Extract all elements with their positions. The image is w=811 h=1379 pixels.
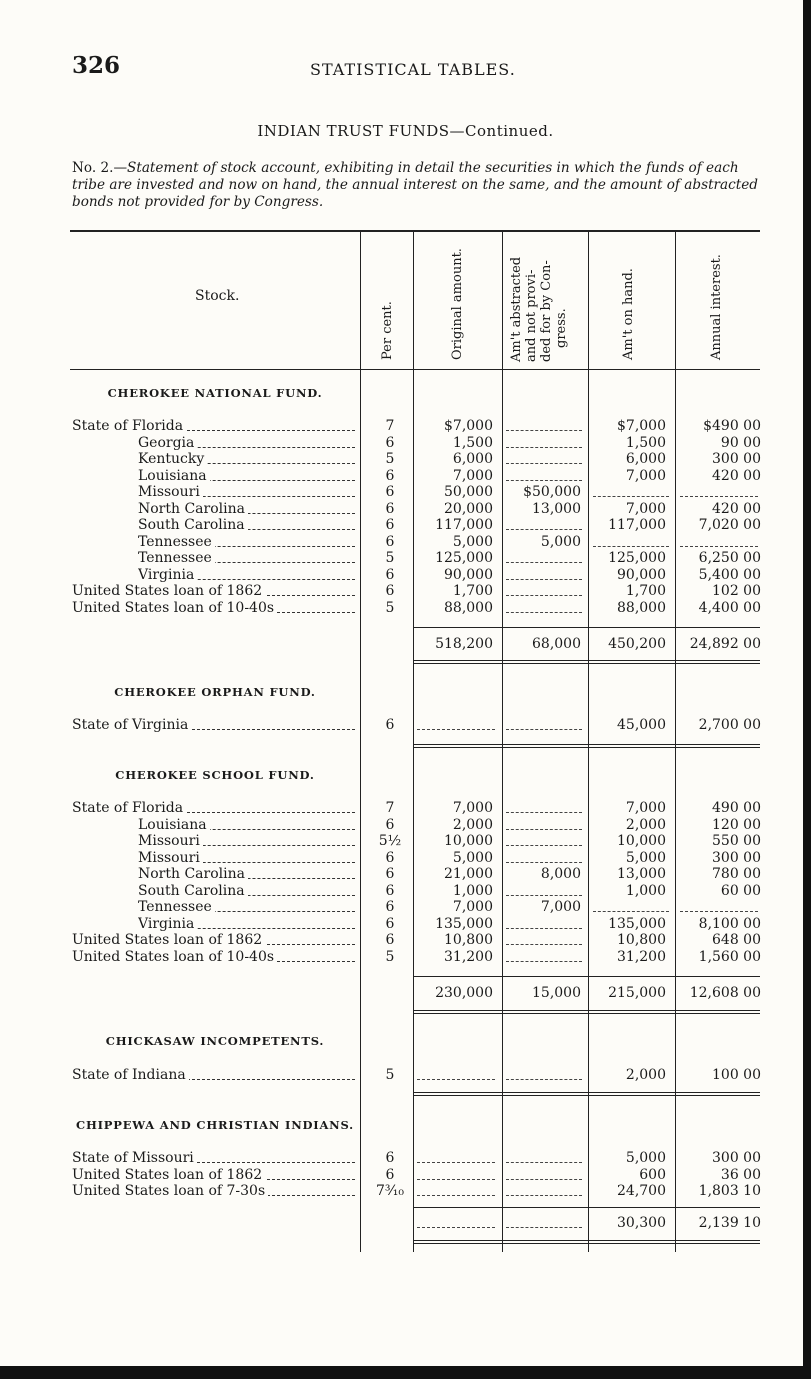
row-original: 135,000 [435,915,493,932]
row-percent: 6 [385,1166,395,1183]
row-percent: 6 [385,717,395,733]
row-percent: 5 [385,451,395,467]
row-stock-name: Louisiana [138,468,210,484]
total-rule [413,976,760,977]
empty-cell-dash [417,1195,495,1196]
caption-number: No. 2.— [72,160,128,176]
row-on-hand: 125,000 [608,550,666,566]
row-stock-name: United States loan of 1862 [72,583,265,599]
row-on-hand: 1,700 [625,583,666,599]
row-original: 21,000 [444,866,493,882]
col-header-on-hand: Am't on hand. [621,268,636,360]
row-stock-name: South Carolina [138,517,248,533]
row-stock-name: Tennessee [138,899,215,915]
col-header-abstracted-2: and not provi- [524,269,539,362]
section-title: CHEROKEE SCHOOL FUND. [115,768,315,782]
row-interest: 420 00 [712,467,761,484]
row-original: 117,000 [435,517,493,533]
total-abstracted: 15,000 [532,985,581,1001]
empty-cell-dash [680,911,758,912]
section-title: CHEROKEE NATIONAL FUND. [107,386,323,400]
row-on-hand: 5,000 [625,849,666,866]
table-row [0,850,811,866]
empty-cell-dash [506,1079,582,1080]
table-row [0,817,811,833]
row-original: 10,000 [444,833,493,849]
row-interest: 550 00 [712,833,761,849]
row-on-hand: 1,500 [625,434,666,451]
row-stock-name: Missouri [138,833,203,849]
row-on-hand: 24,700 [617,1183,666,1199]
row-percent: 6 [385,882,395,899]
row-interest: 1,560 00 [698,948,761,965]
row-percent: 5 [385,550,395,566]
table-row [0,451,811,467]
total-rule [413,1243,760,1244]
empty-cell-dash [680,496,758,497]
total-on-hand: 450,200 [608,636,666,652]
row-stock-name: South Carolina [138,883,248,899]
row-on-hand: 6,000 [625,451,666,467]
empty-cell-dash [506,729,582,730]
row-stock-name: State of Florida [72,418,186,434]
col-header-percent: Per cent. [380,301,395,360]
table-row [0,534,811,550]
empty-cell-dash [506,961,582,962]
empty-cell-dash [506,812,582,813]
row-percent: 6 [385,816,395,833]
total-rule [413,660,760,661]
page-bottom-edge [0,1366,811,1379]
row-original: 90,000 [444,566,493,583]
empty-cell-dash [506,480,582,481]
section-title: CHEROKEE ORPHAN FUND. [114,685,316,699]
row-stock-name: North Carolina [138,501,248,517]
row-interest: 120 00 [712,816,761,833]
empty-cell-dash [417,1079,495,1080]
row-original: 50,000 [444,484,493,500]
table-row [0,468,811,484]
row-interest: 6,250 00 [698,550,761,566]
empty-cell-dash [506,1162,582,1163]
table-row [0,866,811,882]
row-stock-name: United States loan of 10-40s [72,949,277,965]
row-stock-name: Missouri [138,850,203,866]
empty-cell-dash [506,1179,582,1180]
row-on-hand: 45,000 [617,717,666,733]
row-percent: 6 [385,484,395,500]
table-row [0,932,811,948]
row-percent: 7 [385,800,395,816]
empty-cell-dash [593,911,669,912]
row-original: $7,000 [444,418,493,434]
row-stock-name: Georgia [138,435,197,451]
table-row [0,1167,811,1183]
row-on-hand: 7,000 [625,467,666,484]
row-percent: 5 [385,1067,395,1083]
row-stock-name: Tennessee [138,534,215,550]
row-on-hand: 135,000 [608,915,666,932]
table-row [0,899,811,915]
row-abstracted: 13,000 [532,500,581,517]
header-bottom-rule [70,369,760,370]
total-original: 518,200 [435,636,493,652]
row-interest: 36 00 [720,1166,761,1183]
row-original: 1,000 [452,882,493,899]
col-header-interest: Annual interest. [709,254,724,360]
row-on-hand: 2,000 [625,1067,666,1083]
row-on-hand: 90,000 [617,566,666,583]
col-divider-5 [675,230,676,1252]
row-percent: 6 [385,932,395,948]
row-interest: 648 00 [712,932,761,948]
total-interest: 12,608 00 [689,985,761,1001]
empty-cell-dash [506,895,582,896]
table-row [0,916,811,932]
table-row [0,435,811,451]
row-percent: 6 [385,533,395,550]
total-rule [413,627,760,628]
total-rule [413,747,760,748]
table-title: INDIAN TRUST FUNDS—Continued. [257,122,554,140]
row-on-hand: 1,000 [625,882,666,899]
row-abstracted: 7,000 [540,899,581,915]
col-header-original: Original amount. [450,248,465,360]
row-stock-name: United States loan of 10-40s [72,600,277,616]
row-on-hand: $7,000 [617,418,666,434]
row-on-hand: 88,000 [617,599,666,616]
table-caption [72,160,762,211]
row-original: 125,000 [435,550,493,566]
row-original: 1,500 [452,434,493,451]
table-row [0,717,811,733]
table-top-rule [70,230,760,232]
empty-cell-dash [417,1179,495,1180]
total-rule [413,1013,760,1014]
page-right-edge [803,0,811,1379]
total-rule [413,1240,760,1241]
table-row [0,883,811,899]
table-row [0,418,811,434]
row-percent: 6 [385,500,395,517]
row-interest: $490 00 [703,418,761,434]
row-percent: 6 [385,467,395,484]
row-interest: 100 00 [712,1067,761,1083]
empty-cell-dash [506,579,582,580]
empty-cell-dash [593,496,669,497]
empty-cell-dash [506,529,582,530]
empty-cell-dash [506,1195,582,1196]
row-interest: 90 00 [720,434,761,451]
table-row [0,1183,811,1199]
row-percent: 5½ [378,833,402,849]
row-stock-name: State of Indiana [72,1067,189,1083]
row-percent: 6 [385,915,395,932]
empty-cell-dash [506,447,582,448]
empty-cell-dash [506,612,582,613]
row-interest: 780 00 [712,866,761,882]
col-header-abstracted-4: gress. [554,308,569,348]
row-on-hand: 7,000 [625,800,666,816]
total-on-hand: 215,000 [608,985,666,1001]
total-rule [413,1010,760,1011]
row-on-hand: 2,000 [625,816,666,833]
row-stock-name: Louisiana [138,817,210,833]
table-row [0,600,811,616]
row-on-hand: 10,000 [617,833,666,849]
row-percent: 5 [385,948,395,965]
row-stock-name: United States loan of 1862 [72,1167,265,1183]
empty-cell-dash [506,463,582,464]
row-stock-name: State of Florida [72,800,186,816]
row-on-hand: 7,000 [625,500,666,517]
row-interest: 300 00 [712,849,761,866]
empty-cell-dash [506,862,582,863]
row-percent: 6 [385,434,395,451]
total-original: 230,000 [435,985,493,1001]
row-stock-name: Kentucky [138,451,207,467]
row-stock-name: State of Virginia [72,717,191,733]
row-interest: 1,803 10 [698,1183,761,1199]
row-percent: 5 [385,599,395,616]
row-interest: 300 00 [712,451,761,467]
row-original: 10,800 [444,932,493,948]
row-interest: 490 00 [712,800,761,816]
empty-cell-dash [506,944,582,945]
row-percent: 6 [385,1150,395,1166]
row-abstracted: 5,000 [540,533,581,550]
row-stock-name: State of Missouri [72,1150,197,1166]
row-interest: 2,700 00 [698,717,761,733]
total-rule [413,1092,760,1093]
row-original: 7,000 [452,467,493,484]
table-row [0,550,811,566]
row-abstracted: $50,000 [523,484,581,500]
row-interest: 7,020 00 [698,517,761,533]
row-interest: 300 00 [712,1150,761,1166]
col-header-abstracted-3: ded for by Con- [539,260,554,362]
row-on-hand: 600 [639,1166,666,1183]
row-stock-name: Virginia [138,916,197,932]
row-stock-name: United States loan of 1862 [72,932,265,948]
empty-cell-dash [506,829,582,830]
row-original: 2,000 [452,816,493,833]
row-stock-name: North Carolina [138,866,248,882]
section-title: CHICKASAW INCOMPETENTS. [105,1034,325,1048]
row-abstracted: 8,000 [540,866,581,882]
table-row [0,1067,811,1083]
table-row [0,567,811,583]
row-percent: 7³⁄₁₀ [375,1183,405,1199]
table-row [0,583,811,599]
empty-cell-dash [506,430,582,431]
total-rule [413,1095,760,1096]
row-percent: 6 [385,849,395,866]
row-stock-name: Missouri [138,484,203,500]
table-row [0,517,811,533]
row-stock-name: Virginia [138,567,197,583]
empty-cell-dash [506,928,582,929]
row-original: 1,700 [452,583,493,599]
col-header-abstracted-1: Am't abstracted [509,256,524,362]
empty-total-dash [506,1227,582,1228]
running-title: STATISTICAL TABLES. [310,60,516,79]
row-interest: 102 00 [712,583,761,599]
empty-cell-dash [680,546,758,547]
col-divider-1 [360,230,361,1252]
row-interest: 5,400 00 [698,566,761,583]
row-interest: 60 00 [720,882,761,899]
row-original: 31,200 [444,948,493,965]
row-percent: 6 [385,583,395,599]
caption-text: Statement of stock account, exhibiting in detail the securities in which the funds of each tribe are invested and now on hand, the annual interest on the same, and the amount of abstracted bonds not provided for by Congress. [72,160,758,210]
row-on-hand: 117,000 [608,517,666,533]
empty-cell-dash [593,546,669,547]
total-abstracted: 68,000 [532,636,581,652]
table-row [0,484,811,500]
row-interest: 420 00 [712,500,761,517]
total-interest: 24,892 00 [689,636,761,652]
row-on-hand: 31,200 [617,948,666,965]
total-rule [413,1207,760,1208]
row-original: 7,000 [452,800,493,816]
row-percent: 6 [385,899,395,915]
row-on-hand: 10,800 [617,932,666,948]
table-row [0,1150,811,1166]
table-row [0,800,811,816]
row-original: 7,000 [452,899,493,915]
page-number: 326 [72,52,121,79]
empty-cell-dash [417,1162,495,1163]
row-original: 20,000 [444,500,493,517]
total-rule [413,744,760,745]
table-row [0,833,811,849]
row-percent: 6 [385,566,395,583]
empty-cell-dash [506,845,582,846]
row-original: 88,000 [444,599,493,616]
row-interest: 4,400 00 [698,599,761,616]
row-original: 5,000 [452,533,493,550]
row-percent: 7 [385,418,395,434]
row-interest: 8,100 00 [698,915,761,932]
row-on-hand: 13,000 [617,866,666,882]
table-row [0,501,811,517]
col-divider-4 [588,230,589,1252]
row-original: 6,000 [452,451,493,467]
col-divider-3 [502,230,503,1252]
section-title: CHIPPEWA AND CHRISTIAN INDIANS. [76,1118,354,1132]
row-original: 5,000 [452,849,493,866]
table-row [0,949,811,965]
total-interest: 2,139 10 [698,1215,761,1231]
row-on-hand: 5,000 [625,1150,666,1166]
row-stock-name: United States loan of 7-30s [72,1183,268,1199]
row-stock-name: Tennessee [138,550,215,566]
col-header-stock: Stock. [195,288,240,304]
empty-cell-dash [417,729,495,730]
empty-cell-dash [506,562,582,563]
total-on-hand: 30,300 [617,1215,666,1231]
empty-cell-dash [506,595,582,596]
row-percent: 6 [385,517,395,533]
total-rule [413,663,760,664]
empty-total-dash [417,1227,495,1228]
col-divider-2 [413,230,414,1252]
row-percent: 6 [385,866,395,882]
